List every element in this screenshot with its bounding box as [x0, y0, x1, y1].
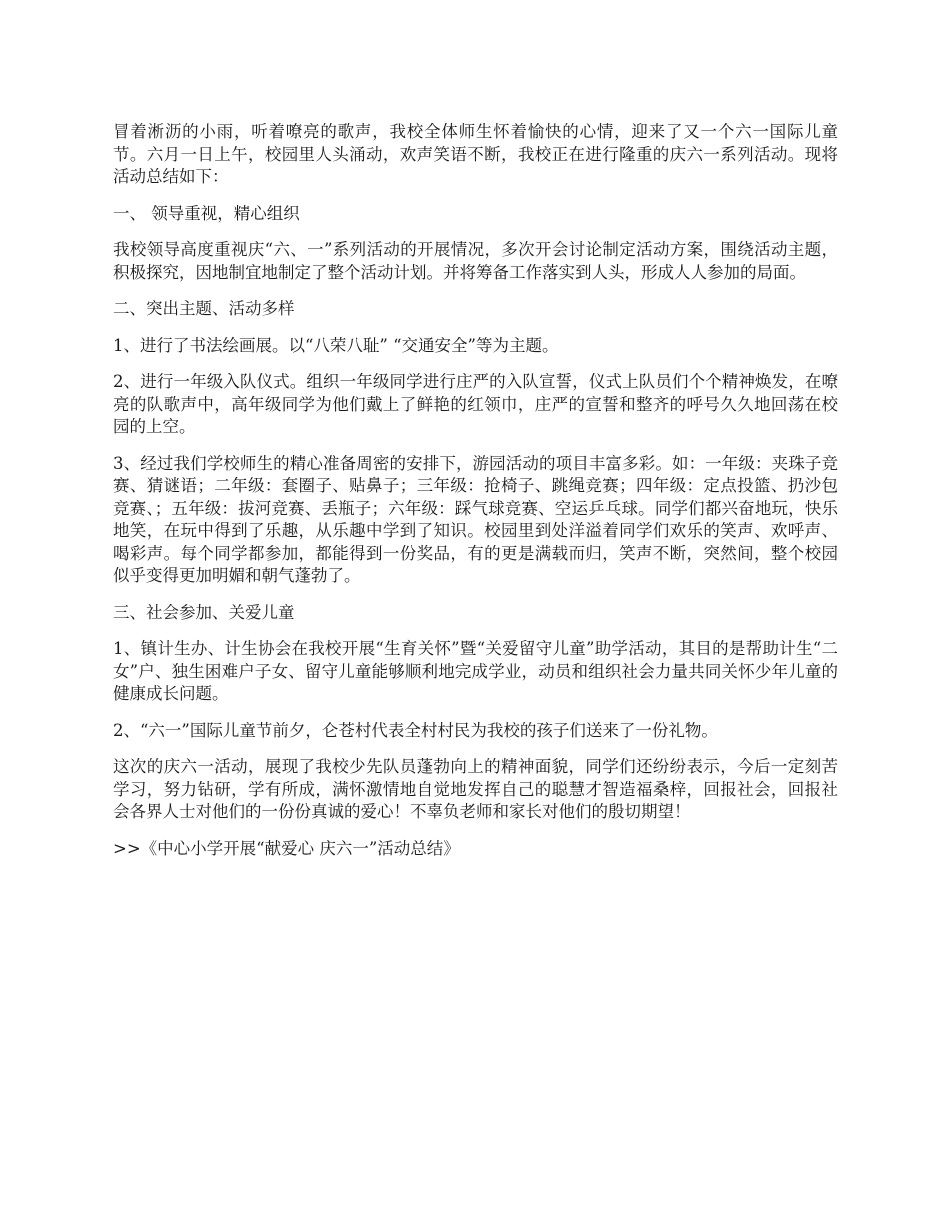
- related-article-link[interactable]: >>《中心小学开展“献爱心 庆六一”活动总结》: [113, 838, 460, 858]
- activity-item-games: 3、经过我们学校师生的精心准备周密的安排下，游园活动的项目丰富多彩。如：一年级：夹珠子竞赛、猜谜语；二年级：套圈子、贴鼻子；三年级：抢椅子、跳绳竞赛；四年级：定点投篮、扔沙包竞赛、；五年级：拔河竞赛、丢瓶子；六年级：踩气球竞赛、空运乒乓球。同学们都兴奋地玩，快乐地笑，在玩中得到了乐趣，从乐趣中学到了知识。校园里到处洋溢着同学们欢乐的笑声、欢呼声、喝彩声。每个同学都参加，都能得到一份奖品，有的更是满载而归，笑声不断，突然间，整个校园似乎变得更加明媚和朝气蓬勃了。: [113, 453, 838, 585]
- community-item-family-planning: 1、镇计生办、计生协会在我校开展“生育关怀”暨“关爱留守儿童”助学活动，其目的是帮助计生“二女”户、独生困难户子女、留守儿童能够顺利地完成学业，动员和组织社会力量共同关怀少年儿童的健康成长问题。: [113, 639, 838, 703]
- activity-item-induction: 2、进行一年级入队仪式。组织一年级同学进行庄严的入队宣誓，仪式上队员们个个精神焕发，在嘹亮的队歌声中，高年级同学为他们戴上了鲜艳的红领巾，庄严的宣誓和整齐的呼号久久地回荡在校园的上空。: [113, 372, 838, 436]
- section-heading-leadership: 一、 领导重视，精心组织: [113, 203, 300, 223]
- community-item-gift: 2、“六一”国际儿童节前夕，仑苍村代表全村村民为我校的孩子们送来了一份礼物。: [113, 720, 718, 740]
- document-body: [113, 121, 838, 860]
- section-heading-activities: 二、突出主题、活动多样: [113, 299, 295, 318]
- section-leadership-paragraph: 我校领导高度重视庆“六、一”系列活动的开展情况，多次开会讨论制定活动方案，围绕活动主题，积极探究，因地制宜地制定了整个活动计划。并将筹备工作落实到人头，形成人人参加的局面。: [113, 240, 838, 282]
- intro-paragraph: 冒着淅沥的小雨，听着嘹亮的歌声，我校全体师生怀着愉快的心情，迎来了又一个六一国际儿童节。六月一日上午，校园里人头涌动，欢声笑语不断，我校正在进行隆重的庆六一系列活动。现将活动总结如下：: [113, 122, 838, 186]
- activity-item-exhibition: 1、进行了书法绘画展。以“八荣八耻” “交通安全”等为主题。: [113, 335, 559, 355]
- section-heading-community: 三、社会参加、关爱儿童: [113, 602, 295, 622]
- conclusion-paragraph: 这次的庆六一活动，展现了我校少先队员蓬勃向上的精神面貌，同学们还纷纷表示，今后一定刻苦学习，努力钻研，学有所成，满怀激情地自觉地发挥自己的聪慧才智造福桑梓，回报社会，回报社会各界人士对他们的一份份真诚的爱心！不辜负老师和家长对他们的殷切期望！: [113, 757, 838, 821]
